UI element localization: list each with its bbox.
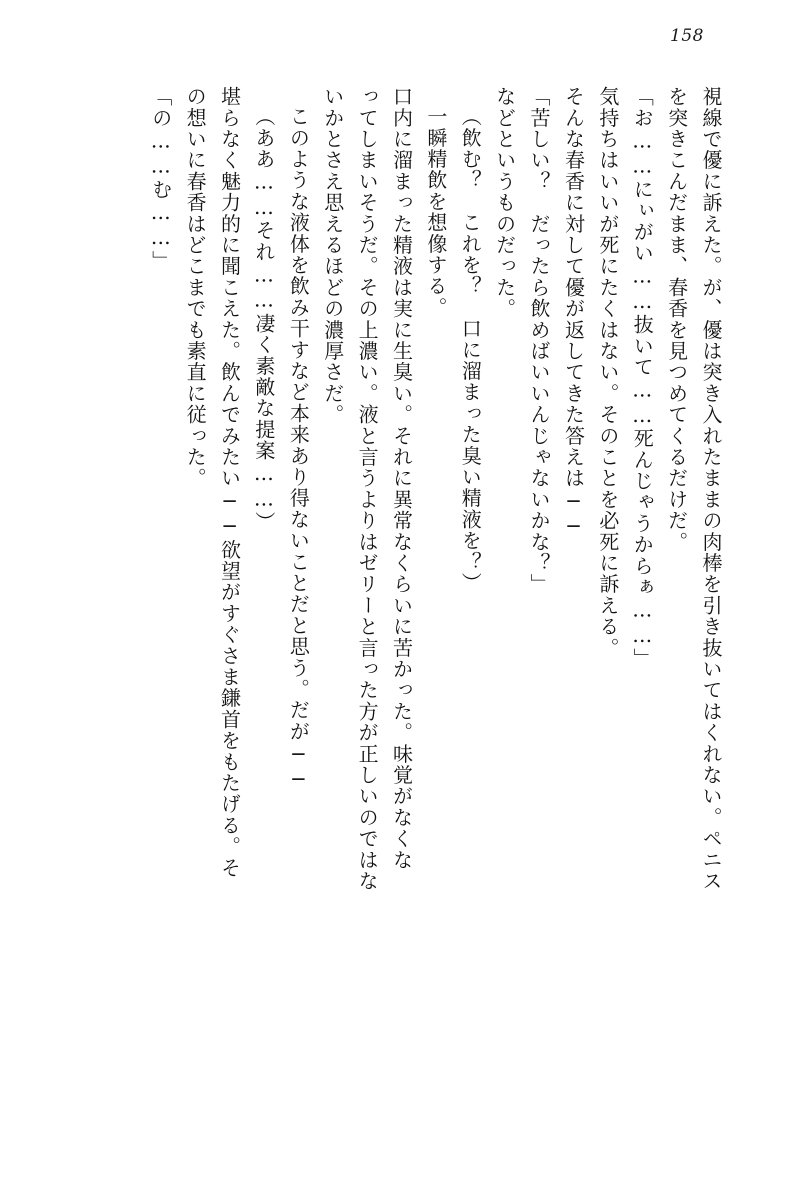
text-line: このような液体を飲み干すなど本来あり得ないことだと思う。だが── — [286, 106, 311, 793]
text-line: 「の……む……」 — [148, 86, 173, 272]
page-text-body — [64, 86, 728, 1142]
text-line: 口内に溜まった精液は実に生臭い。それに異常なくらいに苦かった。味覚がなくな — [389, 86, 414, 871]
text-line: いかとさえ思えるほどの濃厚さだ。 — [320, 86, 345, 426]
text-line: を突きこんだまま、春香を見つめてくるだけだ。 — [664, 86, 689, 553]
text-line: 「苦しい？ だったら飲めばいいんじゃないかな？」 — [527, 86, 552, 595]
text-line: の想いに春香はどこまでも素直に従った。 — [183, 86, 208, 489]
text-line: 視線で優に訴えた。が、優は突き入れたままの肉棒を引き抜いてはくれない。ペニス — [699, 86, 723, 892]
text-line: 「お……にぃがい……抜いて……死んじゃうからぁ……」 — [630, 86, 655, 670]
text-line: （ああ……それ……凄く素敵な提案……） — [251, 106, 276, 533]
text-line: などというものだった。 — [492, 86, 517, 320]
text-line: ってしまいそうだ。その上濃い。液と言うよりはゼリーと言った方が正しいのではな — [355, 86, 380, 892]
text-line: 堪らなく魅力的に聞こえた。飲んでみたい──欲望がすぐさま鎌首をもたげる。そ — [217, 86, 242, 879]
page-number: 158 — [670, 26, 704, 46]
text-line: 気持ちはいいが死にたくはない。そのことを必死に訴える。 — [595, 86, 620, 659]
text-line: （飲む？ これを？ 口に溜まった臭い精液を？） — [458, 106, 483, 594]
text-line: 一瞬精飲を想像する。 — [423, 106, 448, 318]
text-line: そんな春香に対して優が返してきた答えは── — [561, 86, 586, 540]
